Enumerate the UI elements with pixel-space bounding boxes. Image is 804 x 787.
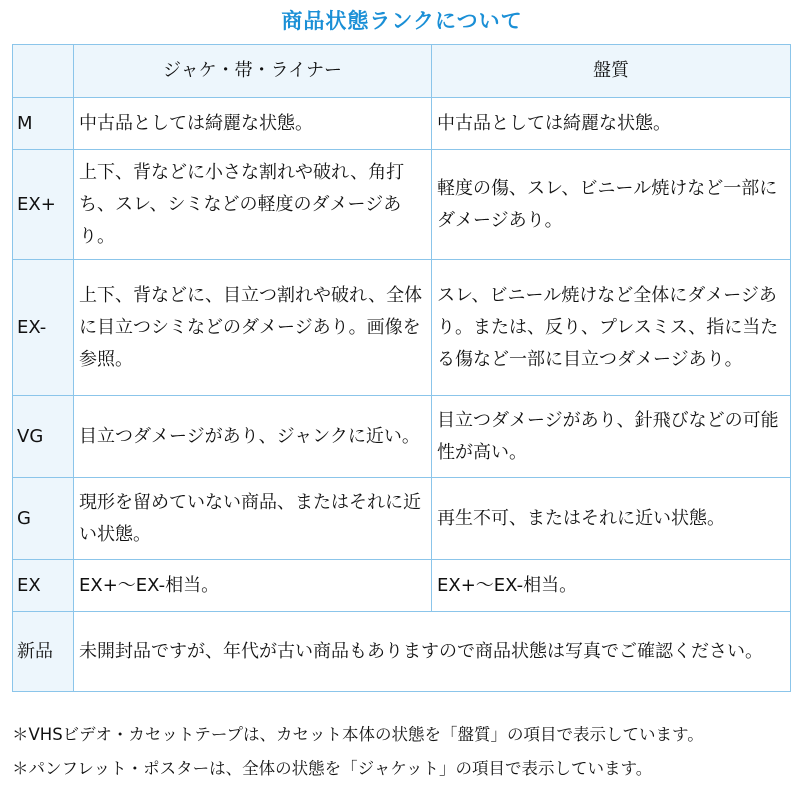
table-row-g xyxy=(13,478,791,560)
rank-cell: M xyxy=(13,98,74,150)
disc-cell: 軽度の傷、スレ、ビニール焼けなど一部にダメージあり。 xyxy=(432,150,791,260)
rank-cell: EX+ xyxy=(13,150,74,260)
disc-cell: 中古品としては綺麗な状態。 xyxy=(432,98,791,150)
rank-cell: EX xyxy=(13,560,74,612)
rank-cell: 新品 xyxy=(13,612,74,692)
table-row-new xyxy=(13,612,791,692)
jacket-cell: EX+〜EX-相当。 xyxy=(74,560,432,612)
table-row-vg xyxy=(13,396,791,478)
new-item-cell: 未開封品ですが、年代が古い商品もありますので商品状態は写真でご確認ください。 xyxy=(74,612,791,692)
jacket-cell: 中古品としては綺麗な状態。 xyxy=(74,98,432,150)
jacket-cell: 目立つダメージがあり、ジャンクに近い。 xyxy=(74,396,432,478)
header-jacket: ジャケ・帯・ライナー xyxy=(74,45,432,98)
table-header-row xyxy=(13,45,791,98)
jacket-cell: 現形を留めていない商品、またはそれに近い状態。 xyxy=(74,478,432,560)
table-row-ex xyxy=(13,560,791,612)
condition-rank-table xyxy=(12,44,791,692)
disc-cell: 再生不可、またはそれに近い状態。 xyxy=(432,478,791,560)
table-row-m xyxy=(13,98,791,150)
header-disc: 盤質 xyxy=(432,45,791,98)
table-row-ex-plus xyxy=(13,150,791,260)
rank-cell: VG xyxy=(13,396,74,478)
disc-cell: EX+〜EX-相当。 xyxy=(432,560,791,612)
jacket-cell: 上下、背などに、目立つ割れや破れ、全体に目立つシミなどのダメージあり。画像を参照。 xyxy=(74,260,432,396)
jacket-cell: 上下、背などに小さな割れや破れ、角打ち、スレ、シミなどの軽度のダメージあり。 xyxy=(74,150,432,260)
page-title: 商品状態ランクについて xyxy=(281,9,523,33)
header-rank xyxy=(13,45,74,98)
footnote: ＊パンフレット・ポスターは、全体の状態を「ジャケット」の項目で表示しています。 xyxy=(12,759,653,778)
rank-cell: EX- xyxy=(13,260,74,396)
disc-cell: 目立つダメージがあり、針飛びなどの可能性が高い。 xyxy=(432,396,791,478)
footnote: ＊VHSビデオ・カセットテープは、カセット本体の状態を「盤質」の項目で表示しています。 xyxy=(12,725,704,744)
rank-cell: G xyxy=(13,478,74,560)
table-row-ex-minus xyxy=(13,260,791,396)
footnotes xyxy=(12,718,802,786)
disc-cell: スレ、ビニール焼けなど全体にダメージあり。または、反り、プレスミス、指に当たる傷など一部に目立つダメージあり。 xyxy=(432,260,791,396)
